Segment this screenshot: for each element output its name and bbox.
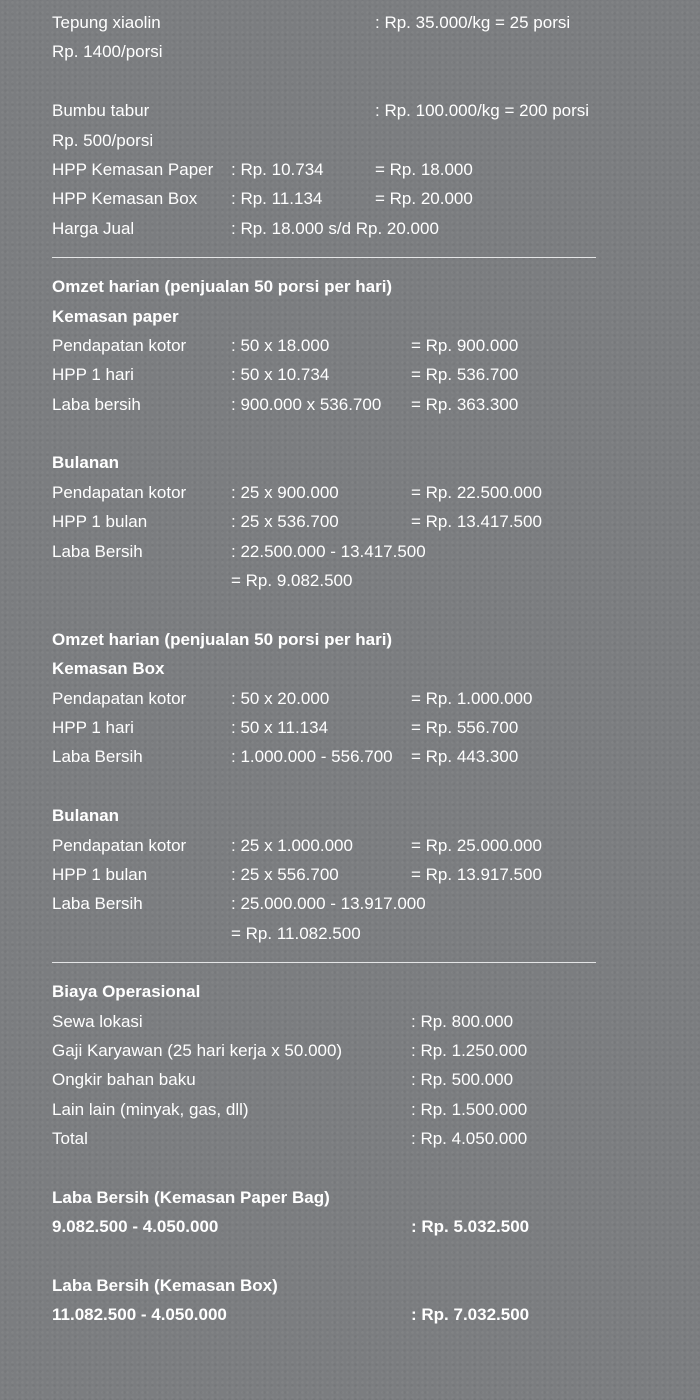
section-title: Laba Bersih (Kemasan Box) xyxy=(52,1276,278,1296)
row-label: HPP 1 hari xyxy=(52,365,134,385)
table-row xyxy=(52,507,652,536)
row-label: Laba Bersih xyxy=(52,894,143,914)
row-result: = Rp. 900.000 xyxy=(411,335,519,355)
sell-price-label: Harga Jual xyxy=(52,218,135,238)
cost-row xyxy=(52,1065,652,1094)
row-calc: : 50 x 20.000 xyxy=(231,688,330,708)
row-label: Laba Bersih xyxy=(52,747,143,767)
net-paper-title xyxy=(52,1183,652,1212)
cost-value: : Rp. 500.000 xyxy=(411,1070,514,1090)
row-label: HPP 1 bulan xyxy=(52,512,148,532)
box-monthly-title xyxy=(52,801,652,830)
row-result: = Rp. 443.300 xyxy=(411,747,519,767)
cost-row xyxy=(52,1007,652,1036)
row-label: HPP 1 hari xyxy=(52,717,134,737)
table-row-continuation xyxy=(52,919,652,948)
row-label: Pendapatan kotor xyxy=(52,688,187,708)
ingredient-row xyxy=(52,96,652,125)
row-label: Laba Bersih xyxy=(52,541,143,561)
row-calc: : 50 x 18.000 xyxy=(231,335,330,355)
row-label: Pendapatan kotor xyxy=(52,335,187,355)
row-result: = Rp. 13.917.500 xyxy=(411,864,542,884)
table-row xyxy=(52,684,652,713)
sell-price-row xyxy=(52,214,652,243)
paper-section-subtitle xyxy=(52,302,652,331)
cost-label: Gaji Karyawan (25 hari kerja x 50.000) xyxy=(52,1040,343,1060)
section-subtitle: Kemasan Box xyxy=(52,659,165,679)
cost-value: : Rp. 1.250.000 xyxy=(411,1040,528,1060)
row-result: = Rp. 363.300 xyxy=(411,394,519,414)
net-calc: 11.082.500 - 4.050.000 xyxy=(52,1305,227,1325)
cost-label: Lain lain (minyak, gas, dll) xyxy=(52,1099,249,1119)
sell-price-value: : Rp. 18.000 s/d Rp. 20.000 xyxy=(231,218,439,238)
box-section-title xyxy=(52,625,652,654)
ingredient-portion-row xyxy=(52,126,652,155)
section-title: Laba Bersih (Kemasan Paper Bag) xyxy=(52,1187,330,1207)
row-calc: : 25 x 1.000.000 xyxy=(231,835,353,855)
row-result: = Rp. 536.700 xyxy=(411,365,519,385)
row-result: = Rp. 9.082.500 xyxy=(231,571,353,591)
table-row xyxy=(52,742,652,771)
row-label: Pendapatan kotor xyxy=(52,835,187,855)
section-subtitle: Bulanan xyxy=(52,453,120,473)
cost-value: : Rp. 800.000 xyxy=(411,1011,514,1031)
hpp-box-value: : Rp. 11.134 xyxy=(231,189,323,209)
ingredient-per-portion: Rp. 500/porsi xyxy=(52,130,154,150)
ingredient-spec: : Rp. 100.000/kg = 200 porsi xyxy=(375,101,590,121)
spacer xyxy=(52,419,652,448)
hpp-paper-price: = Rp. 18.000 xyxy=(375,159,473,179)
hpp-paper-row xyxy=(52,155,652,184)
cost-value: : Rp. 4.050.000 xyxy=(411,1129,528,1149)
box-section-subtitle xyxy=(52,654,652,683)
table-row xyxy=(52,331,652,360)
spacer xyxy=(52,772,652,801)
ingredient-name: Tepung xiaolin xyxy=(52,13,161,32)
cost-row xyxy=(52,1095,652,1124)
row-calc: : 22.500.000 - 13.417.500 xyxy=(231,541,426,561)
cost-total-row xyxy=(52,1124,652,1153)
net-box-title xyxy=(52,1271,652,1300)
row-result: = Rp. 11.082.500 xyxy=(231,923,361,943)
hpp-box-label: HPP Kemasan Box xyxy=(52,189,198,209)
spacer xyxy=(52,1153,652,1182)
paper-monthly-title xyxy=(52,448,652,477)
ingredient-portion-row xyxy=(52,37,652,66)
table-row xyxy=(52,360,652,389)
section-title: Omzet harian (penjualan 50 porsi per hari) xyxy=(52,629,393,649)
spacer xyxy=(52,67,652,96)
net-value: : Rp. 5.032.500 xyxy=(411,1217,530,1237)
row-result: = Rp. 1.000.000 xyxy=(411,688,533,708)
row-result: = Rp. 13.417.500 xyxy=(411,512,542,532)
cost-label: Ongkir bahan baku xyxy=(52,1070,196,1090)
ingredient-per-portion: Rp. 1400/porsi xyxy=(52,42,163,62)
ingredient-name: Bumbu tabur xyxy=(52,101,150,121)
table-row xyxy=(52,478,652,507)
ingredient-spec: : Rp. 35.000/kg = 25 porsi xyxy=(375,13,571,32)
net-paper-row xyxy=(52,1212,652,1241)
section-title: Omzet harian (penjualan 50 porsi per hari) xyxy=(52,277,393,297)
section-title: Biaya Operasional xyxy=(52,982,201,1002)
row-calc: : 50 x 10.734 xyxy=(231,365,330,385)
row-result: = Rp. 556.700 xyxy=(411,717,519,737)
table-row xyxy=(52,713,652,742)
row-calc: : 1.000.000 - 556.700 xyxy=(231,747,393,767)
table-row xyxy=(52,831,652,860)
table-row xyxy=(52,537,652,566)
table-row xyxy=(52,860,652,889)
section-subtitle: Kemasan paper xyxy=(52,306,179,326)
cost-row xyxy=(52,1036,652,1065)
table-row xyxy=(52,889,652,918)
row-label: Laba bersih xyxy=(52,394,141,414)
hpp-box-price: = Rp. 20.000 xyxy=(375,189,473,209)
spacer xyxy=(52,1242,652,1271)
row-calc: : 25 x 536.700 xyxy=(231,512,339,532)
cost-label: Sewa lokasi xyxy=(52,1011,143,1031)
ingredient-row xyxy=(52,8,652,37)
net-calc: 9.082.500 - 4.050.000 xyxy=(52,1217,219,1237)
row-calc: : 50 x 11.134 xyxy=(231,717,329,737)
table-row-continuation xyxy=(52,566,652,595)
document-body xyxy=(52,8,652,1330)
row-label: Pendapatan kotor xyxy=(52,482,187,502)
section-subtitle: Bulanan xyxy=(52,806,120,826)
row-result: = Rp. 22.500.000 xyxy=(411,482,542,502)
hpp-paper-label: HPP Kemasan Paper xyxy=(52,159,214,179)
row-calc: : 25 x 900.000 xyxy=(231,482,339,502)
table-row xyxy=(52,390,652,419)
net-value: : Rp. 7.032.500 xyxy=(411,1305,530,1325)
operational-title xyxy=(52,977,652,1006)
spacer xyxy=(52,595,652,624)
row-label: HPP 1 bulan xyxy=(52,864,148,884)
row-calc: : 900.000 x 536.700 xyxy=(231,394,382,414)
cost-value: : Rp. 1.500.000 xyxy=(411,1099,528,1119)
row-calc: : 25.000.000 - 13.917.000 xyxy=(231,894,426,914)
hpp-box-row xyxy=(52,184,652,213)
net-box-row xyxy=(52,1300,652,1329)
hpp-paper-value: : Rp. 10.734 xyxy=(231,159,324,179)
row-result: = Rp. 25.000.000 xyxy=(411,835,542,855)
row-calc: : 25 x 556.700 xyxy=(231,864,339,884)
cost-label: Total xyxy=(52,1129,88,1149)
paper-section-title xyxy=(52,272,652,301)
